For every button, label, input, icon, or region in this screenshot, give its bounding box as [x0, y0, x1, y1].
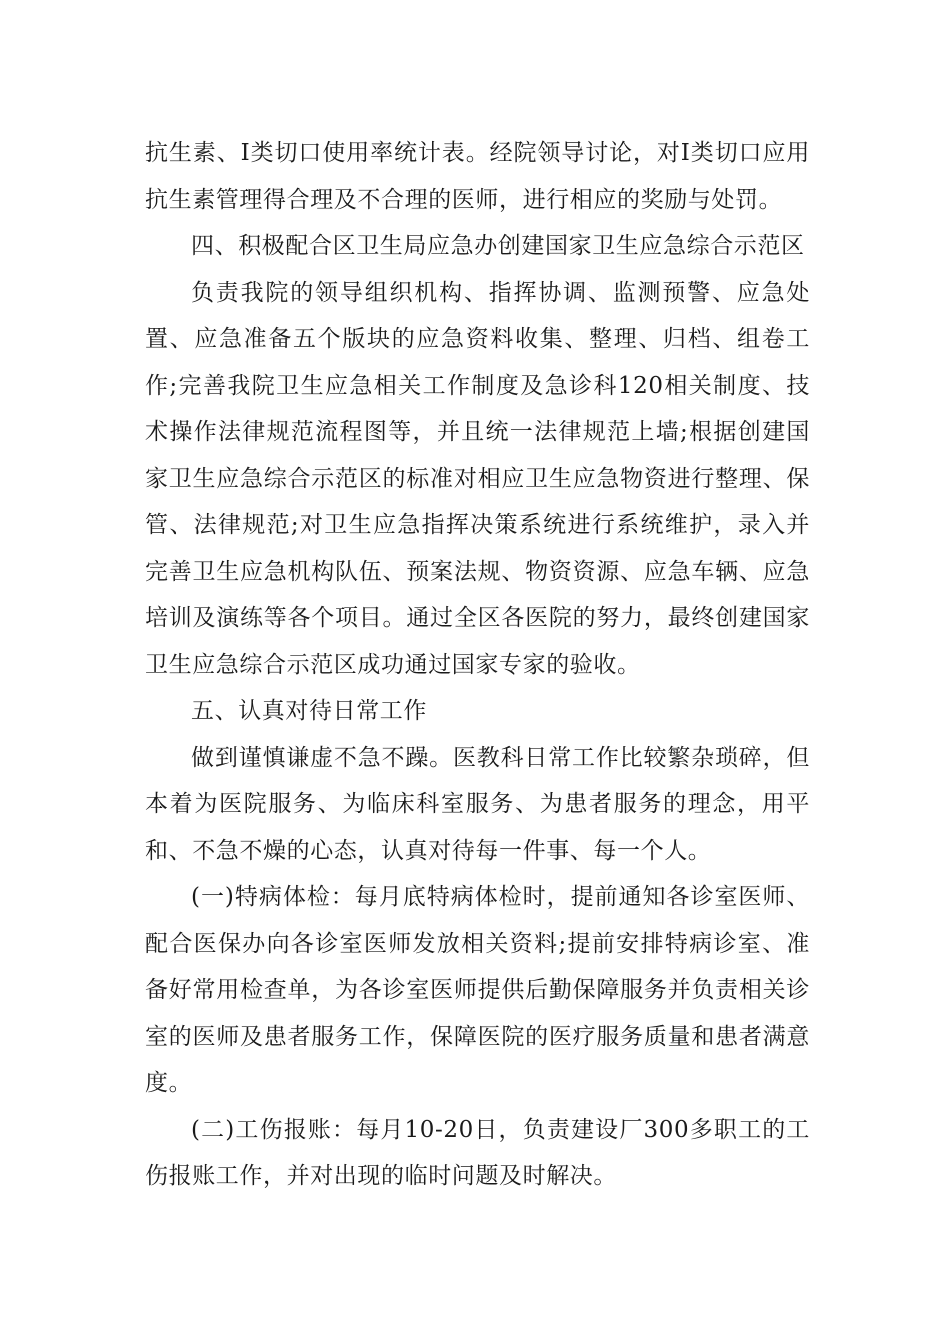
paragraph-antibiotics-summary: 抗生素、I类切口使用率统计表。经院领导讨论，对I类切口应用抗生素管理得合理及不合理的医师，进行相应的奖励与处罚。 — [145, 140, 810, 213]
paragraph-emergency-demo-zone: 负责我院的领导组织机构、指挥协调、监测预警、应急处置、应急准备五个版块的应急资料收集、整理、归档、组卷工作;完善我院卫生应急相关工作制度及急诊科120相关制度、技术操作法律规范流程图等，并且统一法律规范上墙;根据创建国家卫生应急综合示范区的标准对相应卫生应急物资进行整理、保管、法律规范;对卫生应急指挥决策系统进行系统维护，录入并完善卫生应急机构队伍、预案法规、物资资源、应急车辆、应急培训及演练等各个项目。通过全区各医院的努力，最终创建国家卫生应急综合示范区成功通过国家专家的验收。 — [145, 279, 810, 678]
paragraph-work-injury-reimbursement: (二)工伤报账：每月10-20日，负责建设厂300多职工的工伤报账工作，并对出现的临时问题及时解决。 — [145, 1116, 810, 1189]
heading-section-five: 五、认真对待日常工作 — [191, 698, 427, 724]
heading-section-four: 四、积极配合区卫生局应急办创建国家卫生应急综合示范区 — [191, 233, 805, 259]
paragraph-daily-work: 做到谨慎谦虚不急不躁。医教科日常工作比较繁杂琐碎，但本着为医院服务、为临床科室服务、为患者服务的理念，用平和、不急不燥的心态，认真对待每一件事、每一个人。 — [145, 744, 810, 864]
document-body — [145, 130, 810, 1200]
paragraph-special-disease-exam: (一)特病体检：每月底特病体检时，提前通知各诊室医师、配合医保办向各诊室医师发放相关资料;提前安排特病诊室、准备好常用检查单，为各诊室医师提供后勤保障服务并负责相关诊室的医师及患者服务工作，保障医院的医疗服务质量和患者满意度。 — [145, 884, 810, 1096]
